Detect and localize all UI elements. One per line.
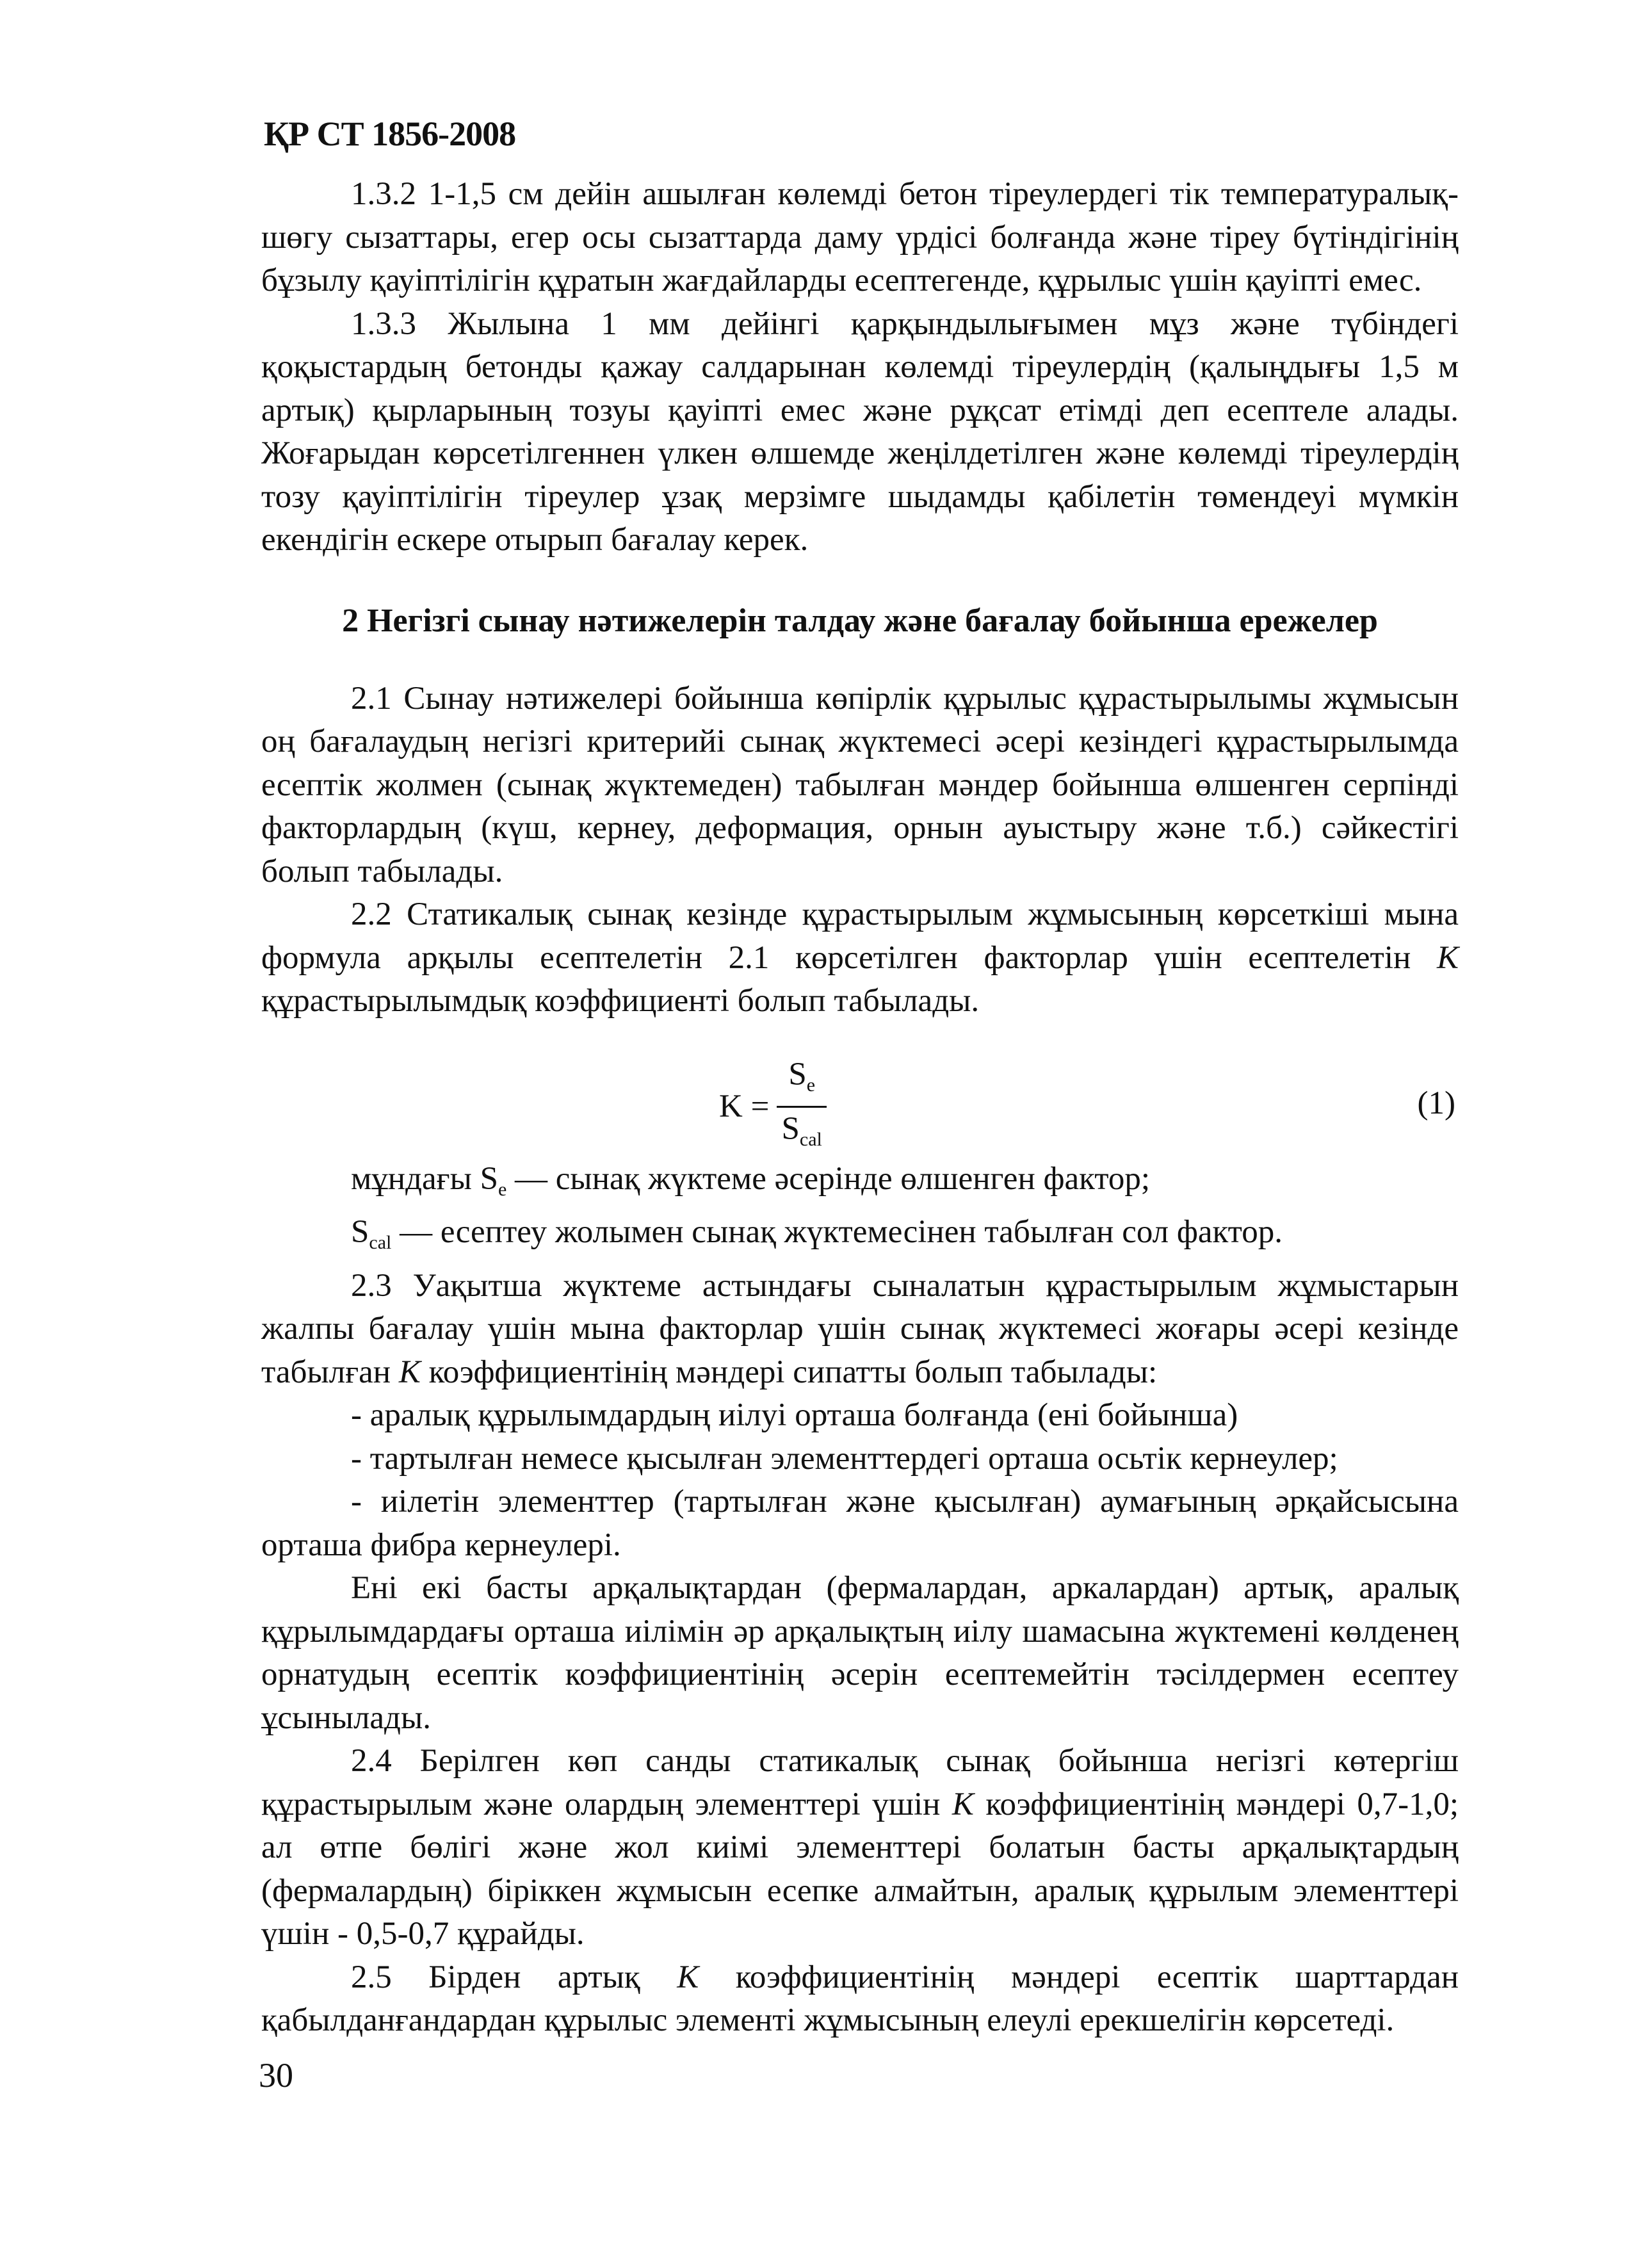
k-symbol: K <box>1436 939 1459 976</box>
paragraph-2-1: 2.1 Сынау нәтижелері бойынша көпірлік құрылыс құрастырылымы жұмысын оң бағалаудың негізгі критерийі сынақ жүктемесі әсері кезіндегі құрастырылымда есептік жолмен (сынақ жүктемеден) табылған мәндер бойынша өлшенген серпінді факторлардың (күш, кернеу, деформация, орнын ауыстыру және т.б.) сәйкестігі болып табылады. <box>261 680 1459 889</box>
list-item: - иілетін элементтер (тартылған және қысылған) аумағының әрқайсысына орташа фибра кернеулері. <box>261 1484 1459 1563</box>
document-code-header: ҚР СТ 1856-2008 <box>264 115 516 153</box>
section-2-title: 2 Негізгі сынау нәтижелерін талдау және бағалау бойынша ережелер <box>342 602 1378 639</box>
paragraph-2-4: 2.4 Берілген көп санды статикалық сынақ бойынша негізгі көтергіш құрастырылым және олардың элементтері үшін K коэффициентінің мәндері 0,7-1,0; ал өтпе бөлігі және жол киімі элементтері болатын басты арқалықтардың (фермалардың) біріккен жұмысын есепке алмайтын, аралық құрылым элементтері үшін - 0,5-0,7 құрайды. <box>261 1743 1459 1952</box>
formula-lhs: K = <box>719 1089 770 1125</box>
formula-denominator: $S_{cal}$ <box>781 1110 822 1150</box>
paragraph-2-2: 2.2 Статикалық сынақ кезінде құрастырылым жұмысының көрсеткіші мына формула арқылы есептелетін 2.1 көрсетілген факторлар үшін есептелетін K құрастырылымдық коэффициенті болып табылады. <box>261 896 1459 1019</box>
where-line-se: мұндағы $S_e$ — сынақ жүктеме әсерінде өлшенген фактор; <box>351 1160 1151 1200</box>
list-item: - тартылған немесе қысылған элементтердегі орташа осьтік кернеулер; <box>351 1440 1338 1477</box>
formula-fraction <box>777 1055 827 1160</box>
equation-number: (1) <box>1417 1085 1455 1121</box>
paragraph-1-3-3: 1.3.3 Жылына 1 мм дейінгі қарқындылығымен мұз және түбіндегі қоқыстардың бетонды қажау салдарынан көлемді тіреулердің (қалыңдығы 1,5 м артық) қырларының тозуы қауіпті емес және рұқсат етімді деп есептеле алады. Жоғарыдан көрсетілгеннен үлкен өлшемде жеңілдетілген және көлемді тіреулердің тозу қауіптілігін тіреулер ұзақ мерзімге шыдамды қабілетін төмендеуі мүмкін екендігін ескере отырып бағалау керек. <box>261 305 1459 558</box>
paragraph-eni: Ені екі басты арқалықтардан (фермалардан, аркалардан) артық, аралық құрылымдардағы орташа иілімін әр арқалықтың иілу шамасына жүктемені көлденең орнатудың есептік коэффициентінің әсерін есептемейтін тәсілдермен есептеу ұсынылады. <box>261 1570 1459 1736</box>
list-item: - аралық құрылымдардың иілуі орташа болғанда (ені бойынша) <box>351 1397 1238 1433</box>
document-body <box>261 173 1459 2043</box>
where-line-scal: $S_{cal}$ — есептеу жолымен сынақ жүктемесінен табылған сол фактор. <box>351 1214 1283 1253</box>
paragraph-2-3: 2.3 Уақытша жүктеме астындағы сыналатын құрастырылым жұмыстарын жалпы бағалау үшін мына факторлар үшін сынақ жүктемесі жоғары әсері кезінде табылған K коэффициентінің мәндері сипатты болып табылады: <box>261 1267 1459 1390</box>
page-number: 30 <box>259 2056 293 2095</box>
k-symbol: K <box>952 1786 974 1822</box>
paragraph-1-3-2: 1.3.2 1-1,5 см дейін ашылған көлемді бетон тіреулердегі тік температуралық-шөгу сызаттары, егер осы сызаттарда даму үрдісі болғанда және тіреу бүтіндігінің бұзылу қауіптілігін құратын жағдайларды есептегенде, құрылыс үшін қауіпті емес. <box>261 176 1459 298</box>
formula-expression <box>719 1055 827 1160</box>
formula-1 <box>261 1055 1459 1151</box>
k-symbol: K <box>398 1354 421 1390</box>
formula-numerator: $S_e$ <box>777 1055 827 1108</box>
k-symbol: K <box>677 1959 699 1995</box>
paragraph-2-5: 2.5 Бірден артық K коэффициентінің мәндері есептік шарттардан қабылданғандардан құрылыс элементі жұмысының елеулі ерекшелігін көрсетеді. <box>261 1959 1459 2038</box>
